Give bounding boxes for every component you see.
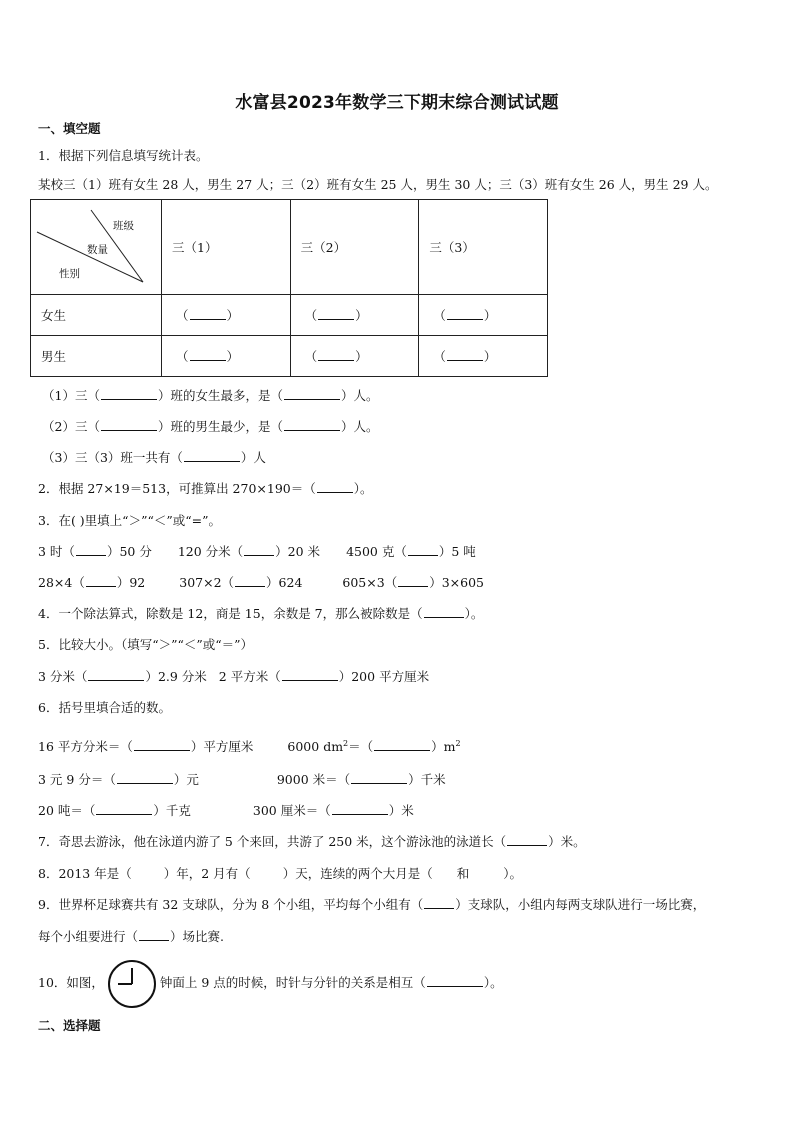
answer-blank[interactable] xyxy=(101,387,157,400)
answer-blank[interactable] xyxy=(96,802,152,815)
answer-blank[interactable] xyxy=(398,574,428,587)
q5-items: 3 分米（ ）2.9 分米 2 平方米（ ）200 平方厘米 xyxy=(38,669,430,684)
minute-hand xyxy=(131,968,133,984)
answer-cell[interactable]: （ ） xyxy=(162,295,291,336)
q3-prompt: 3．在( )里填上“＞”“＜”或“=”。 xyxy=(38,513,221,528)
answer-blank[interactable] xyxy=(117,771,173,784)
answer-blank[interactable] xyxy=(76,543,106,556)
answer-blank[interactable] xyxy=(408,543,438,556)
answer-blank[interactable] xyxy=(317,480,353,493)
q4: 4．一个除法算式，除数是 12，商是 15，余数是 7，那么被除数是（ ）。 xyxy=(38,606,484,621)
header-label-class: 班级 xyxy=(113,220,134,232)
answer-blank[interactable] xyxy=(424,896,454,909)
row-label-boys: 男生 xyxy=(31,336,162,377)
section-fill-blank: 一、填空题 xyxy=(38,121,101,136)
answer-blank[interactable] xyxy=(427,974,483,987)
q7: 7．奇思去游泳，他在泳道内游了 5 个来回，共游了 250 米，这个游泳池的泳道长（ ）米。 xyxy=(38,834,586,849)
answer-blank[interactable] xyxy=(139,928,169,941)
answer-blank[interactable] xyxy=(351,771,407,784)
answer-blank[interactable] xyxy=(507,833,547,846)
q8: 8．2013 年是（ ）年，2 月有（ ）天，连续的两个大月是（ 和 ）。 xyxy=(38,866,522,881)
page-title: 水富县2023年数学三下期末综合测试试题 xyxy=(235,93,559,113)
q6-prompt: 6．括号里填合适的数。 xyxy=(38,700,171,715)
answer-blank[interactable] xyxy=(88,668,144,681)
answer-blank[interactable] xyxy=(184,449,240,462)
q10: 10．如图， 钟面上 9 点的时候，时针与分针的关系是相互（ ）。 xyxy=(38,958,503,1008)
q9-line1: 9．世界杯足球赛共有 32 支球队，分为 8 个小组，平均每个小组有（ ）支球队，小组内每两支球队进行一场比赛， xyxy=(38,897,706,912)
diagonal-header-cell xyxy=(31,200,162,295)
answer-blank[interactable] xyxy=(101,418,157,431)
answer-blank[interactable] xyxy=(374,738,430,751)
q1-info: 某校三（1）班有女生 28 人，男生 27 人；三（2）班有女生 25 人，男生 30 人；三（3）班有女生 26 人，男生 29 人。 xyxy=(38,177,718,192)
q3-row1: 3 时（ ）50 分 120 分米（ ）20 米 4500 克（ ）5 吨 xyxy=(38,544,476,559)
statistics-table xyxy=(30,199,548,377)
answer-blank[interactable] xyxy=(86,574,116,587)
q9-line2: 每个小组要进行（ ）场比赛. xyxy=(38,929,224,944)
q1-sub1: （1）三（ ）班的女生最多，是（ ）人。 xyxy=(42,388,379,403)
column-header-class1: 三（1） xyxy=(162,200,291,295)
answer-blank[interactable] xyxy=(282,668,338,681)
column-header-class2: 三（2） xyxy=(290,200,419,295)
answer-blank[interactable] xyxy=(284,418,340,431)
answer-blank[interactable] xyxy=(235,574,265,587)
q6-row3: 20 吨＝（ ）千克 300 厘米＝（ ）米 xyxy=(38,803,414,818)
header-label-quantity: 数量 xyxy=(87,244,108,256)
answer-cell[interactable]: （ ） xyxy=(290,295,419,336)
q5-prompt: 5．比较大小。（填写“＞”“＜”或“＝”） xyxy=(38,637,254,652)
answer-blank[interactable] xyxy=(332,802,388,815)
q1-prompt: 1．根据下列信息填写统计表。 xyxy=(38,148,209,163)
answer-blank[interactable] xyxy=(424,605,464,618)
column-header-class3: 三（3） xyxy=(419,200,548,295)
answer-blank[interactable] xyxy=(134,738,190,751)
q6-row1: 16 平方分米＝（ ）平方厘米 6000 $dm^2=$（ ）$m^2$ xyxy=(38,739,461,755)
answer-blank[interactable] xyxy=(133,866,163,878)
header-label-gender: 性别 xyxy=(59,268,80,280)
answer-cell[interactable]: （ ） xyxy=(419,336,548,377)
q3-row2: 28×4（ ）92 307×2（ ）624 605×3（ ）3×605 xyxy=(38,575,484,590)
answer-cell[interactable]: （ ） xyxy=(419,295,548,336)
row-label-girls: 女生 xyxy=(31,295,162,336)
answer-blank[interactable] xyxy=(252,866,282,878)
answer-cell[interactable]: （ ） xyxy=(162,336,291,377)
q1-sub2: （2）三（ ）班的男生最少，是（ ）人。 xyxy=(42,419,379,434)
hour-hand xyxy=(118,983,132,985)
answer-cell[interactable]: （ ） xyxy=(290,336,419,377)
q1-sub3: （3）三（3）班一共有（ ）人 xyxy=(42,450,266,465)
answer-blank[interactable] xyxy=(244,543,274,556)
clock-face-icon xyxy=(108,960,156,1008)
answer-blank[interactable] xyxy=(284,387,340,400)
section-multiple-choice: 二、选择题 xyxy=(38,1018,101,1033)
q2: 2．根据 27×19＝513，可推算出 270×190＝（ ）。 xyxy=(38,481,373,496)
q6-row2: 3 元 9 分＝（ ）元 9000 米＝（ ）千米 xyxy=(38,772,446,787)
